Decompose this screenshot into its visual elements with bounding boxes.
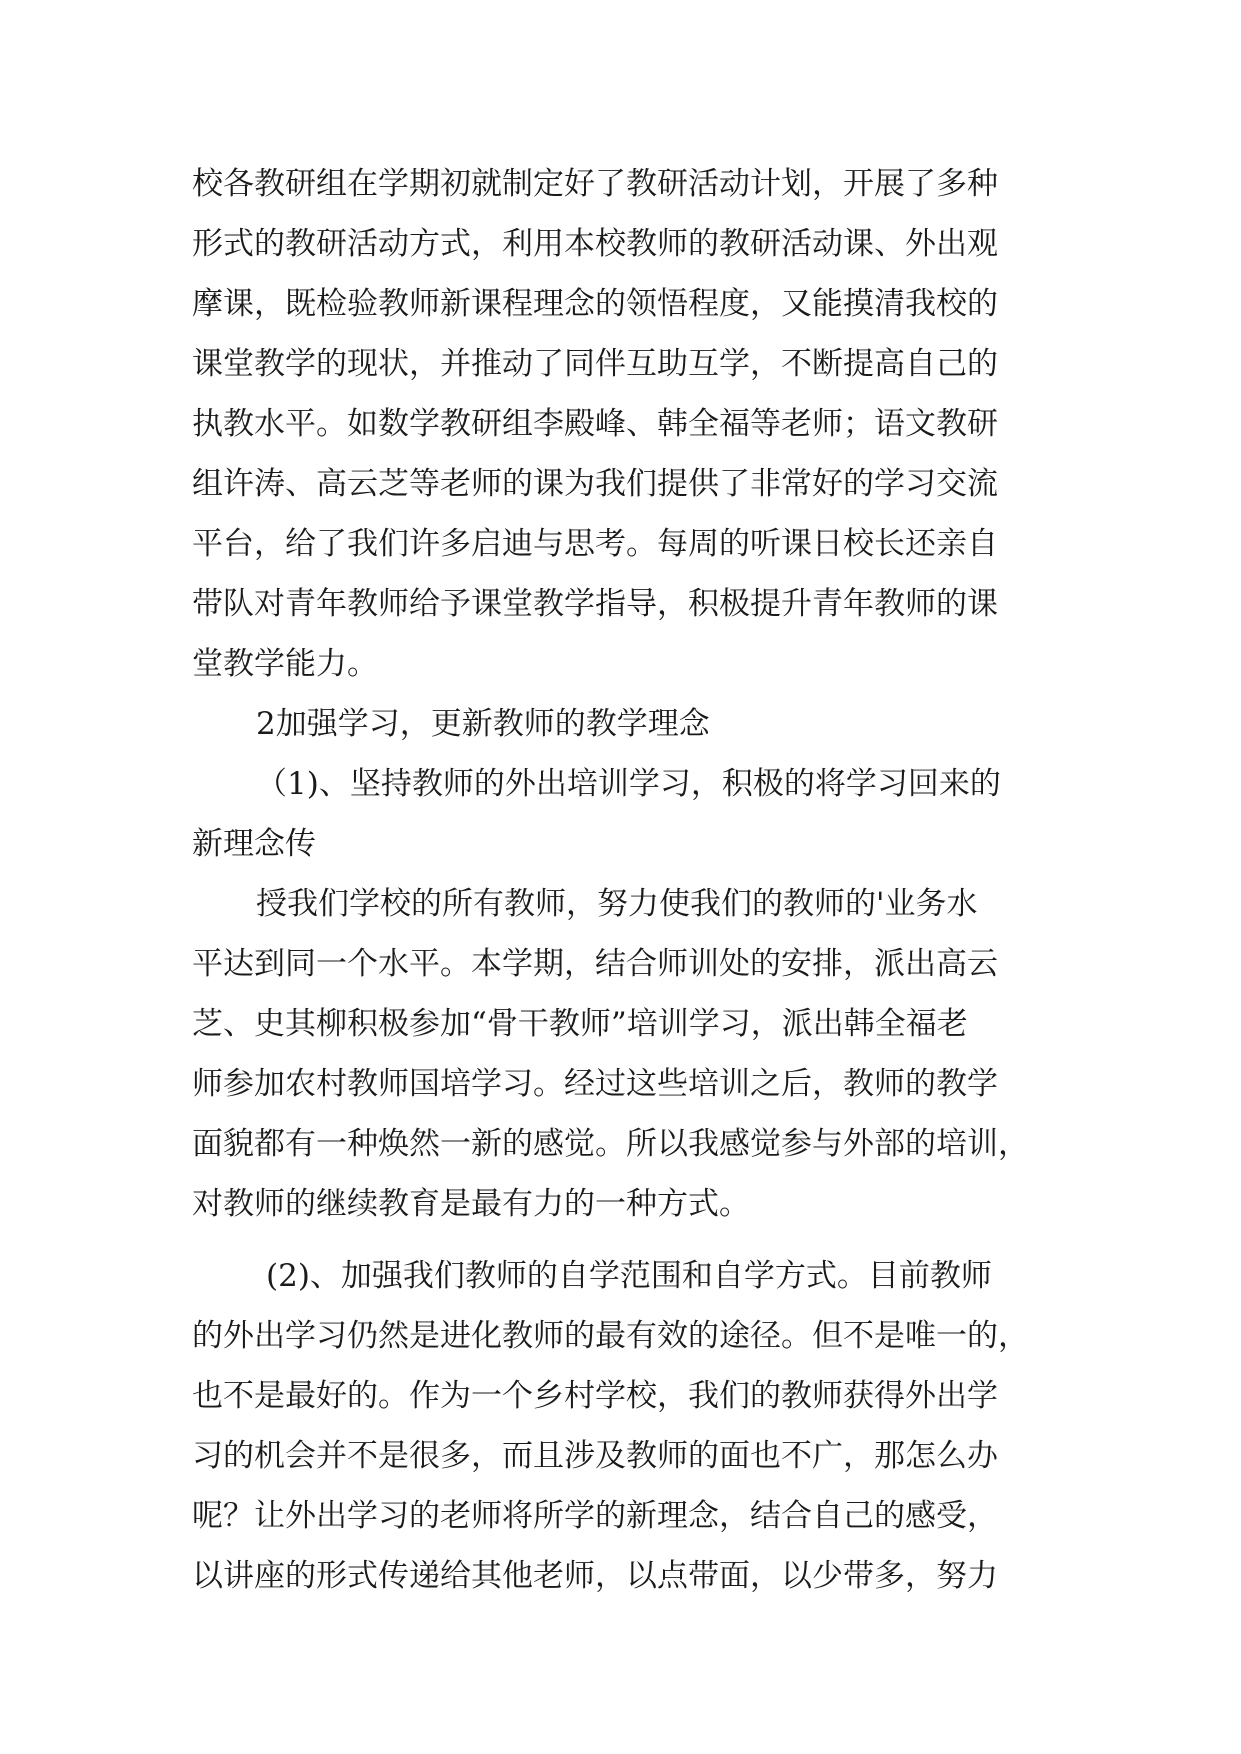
text-line: （1)、坚持教师的外出培训学习，积极的将学习回来的 [256,766,1001,802]
text-line: 呢？让外出学习的老师将所学的新理念，结合自己的感受， [192,1498,998,1534]
text-line: 带队对青年教师给予课堂教学指导，积极提升青年教师的课 [192,586,998,622]
text-line: (2)、加强我们教师的自学范围和自学方式。目前教师 [266,1258,992,1294]
text-line: 授我们学校的所有教师，努力使我们的教师的'业务水 [256,886,978,922]
text-line: 组许涛、高云芝等老师的课为我们提供了非常好的学习交流 [192,466,998,502]
text-line: 摩课，既检验教师新课程理念的领悟程度，又能摸清我校的 [192,286,998,322]
text-line: 新理念传 [192,826,316,862]
text-line: 形式的教研活动方式，利用本校教师的教研活动课、外出观 [192,226,998,262]
text-line: 平达到同一个水平。本学期，结合师训处的安排，派出高云 [192,946,998,982]
text-line: 课堂教学的现状，并推动了同伴互助互学，不断提高自己的 [192,346,998,382]
text-line: 面貌都有一种焕然一新的感觉。所以我感觉参与外部的培训， [192,1126,1029,1162]
text-line: 的外出学习仍然是进化教师的最有效的途径。但不是唯一的， [192,1318,1029,1354]
text-line: 也不是最好的。作为一个乡村学校，我们的教师获得外出学 [192,1378,998,1414]
section-heading: 2加强学习，更新教师的教学理念 [256,706,710,742]
text-line: 校各教研组在学期初就制定好了教研活动计划，开展了多种 [192,166,998,202]
text-line: 以讲座的形式传递给其他老师，以点带面，以少带多，努力 [192,1558,998,1594]
text-line: 平台，给了我们许多启迪与思考。每周的听课日校长还亲自 [192,526,998,562]
text-line: 对教师的继续教育是最有力的一种方式。 [192,1186,750,1222]
text-line: 习的机会并不是很多，而且涉及教师的面也不广，那怎么办 [192,1438,998,1474]
text-line: 执教水平。如数学教研组李殿峰、韩全福等老师；语文教研 [192,406,998,442]
text-line: 堂教学能力。 [192,646,378,682]
text-line: 师参加农村教师国培学习。经过这些培训之后，教师的教学 [192,1066,998,1102]
text-line: 芝、史其柳积极参加“骨干教师”培训学习，派出韩全福老 [192,1006,968,1042]
